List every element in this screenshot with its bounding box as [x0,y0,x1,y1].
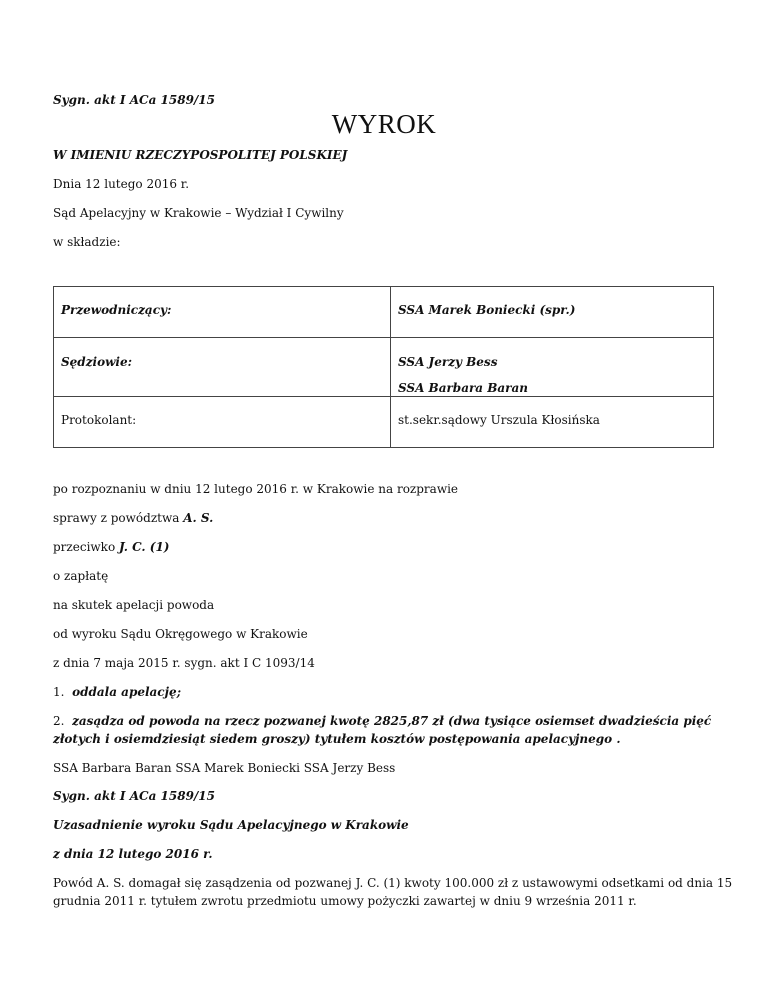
case-signature: Sygn. akt I ACa 1589/15 [53,93,216,107]
judge-name: SSA Barbara Baran [398,381,528,395]
panel-row-chair [54,287,714,338]
ruling-date: Dnia 12 lutego 2016 r. [53,177,190,191]
justification-signature: Sygn. akt I ACa 1589/15 [53,789,216,803]
appeal-line: na skutek apelacji powoda [53,598,215,612]
justification-paragraph-line1: Powód A. S. domagał się zasądzenia od pozwanej J. C. (1) kwoty 100.000 zł z ustawowymi odsetkami od dnia 15 [53,876,733,890]
ruling-item-1 [53,684,181,700]
justification-paragraph-line2: grudnia 2011 r. tytułem zwrotu przedmiotu umowy pożyczki zawartej w dniu 9 września 2011 r. [53,894,637,908]
judge-name: SSA Jerzy Bess [398,355,498,369]
defendant-name: J. C. (1) [118,540,170,554]
plaintiff-name: A. S. [183,511,214,525]
judgment-from-line: od wyroku Sądu Okręgowego w Krakowie [53,627,308,641]
plaintiff-prefix: sprawy z powództwa [53,511,184,525]
in-the-name-heading: W IMIENIU RZECZYPOSPOLITEJ POLSKIEJ [53,148,348,162]
composition-intro: w składzie: [53,235,121,249]
justification-date: z dnia 12 lutego 2016 r. [53,847,213,861]
defendant-prefix: przeciwko [53,540,119,554]
item-number: 2. [53,714,65,728]
ruling-item-2 [53,713,711,729]
hearing-line: po rozpoznaniu w dniu 12 lutego 2016 r. w Krakowie na rozprawie [53,482,459,496]
court-name: Sąd Apelacyjny w Krakowie – Wydział I Cywilny [53,206,344,220]
clerk-name: st.sekr.sądowy Urszula Kłosińska [398,413,600,427]
ruling-item-2-continued: złotych i osiemdziesiąt siedem groszy) tytułem kosztów postępowania apelacyjnego . [53,732,621,746]
document-title: WYROK [331,109,437,139]
judge-name: SSA Marek Boniecki (spr.) [398,303,576,317]
justification-heading: Uzasadnienie wyroku Sądu Apelacyjnego w Krakowie [53,818,409,832]
defendant-line [53,539,170,555]
judicial-panel-table [53,286,714,448]
panel-row-judges [54,338,714,397]
judges-signatures: SSA Barbara Baran SSA Marek Boniecki SSA Jerzy Bess [53,761,396,775]
plaintiff-line [53,510,213,526]
role-label: Protokolant: [61,413,137,427]
panel-row-clerk [54,397,714,448]
judgment-date-line: z dnia 7 maja 2015 r. sygn. akt I C 1093/14 [53,656,315,670]
item-text: zasądza od powoda na rzecz pozwanej kwotę 2825,87 zł (dwa tysiące osiemset dwadzieścia pięć [72,714,712,728]
item-text: oddala apelację; [72,685,182,699]
role-label: Przewodniczący: [61,303,172,317]
role-label: Sędziowie: [61,355,133,369]
item-number: 1. [53,685,65,699]
subject-line: o zapłatę [53,569,109,583]
